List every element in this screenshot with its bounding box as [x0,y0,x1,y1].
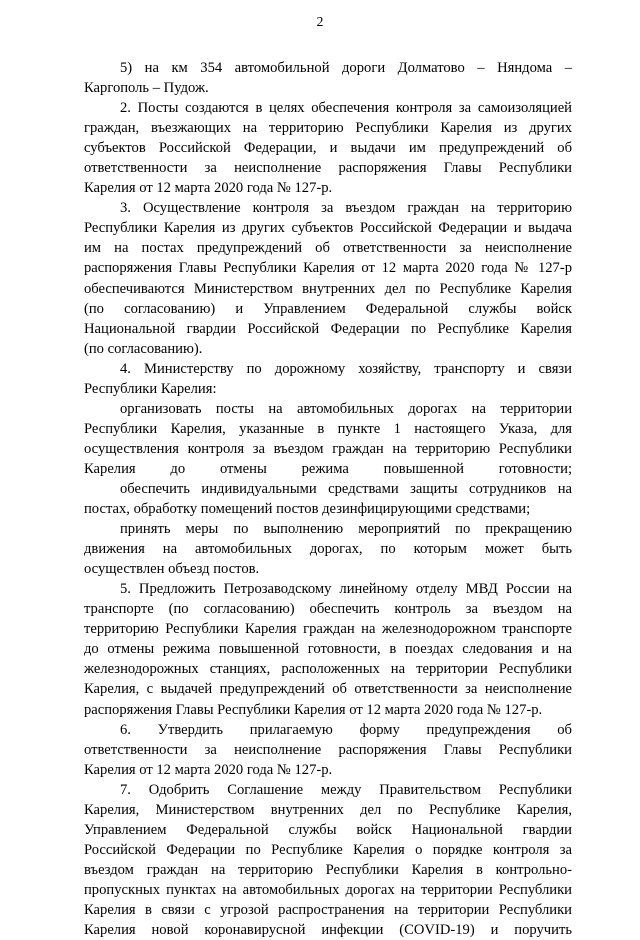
text-line: до отмены режима повышенной готовности, в поездах следования и на [84,641,572,658]
text-line: 3. Осуществление контроля за въездом граждан на территорию [120,200,572,217]
text-line: ответственности за неисполнение распоряжения Главы Республики [84,741,572,758]
text-line: осуществления контроля за въездом граждан на территорию Республики [84,440,572,457]
text-line: 5. Предложить Петрозаводскому линейному отделу МВД России на [120,581,572,598]
text-line: осуществлен объезд постов. [84,561,260,578]
page-number: 2 [316,14,324,29]
text-line: (по согласованию). [84,340,203,357]
text-line: Управлением Федеральной службы войск Национальной гвардии [84,821,572,838]
text-line: Карелия в связи с угрозой распространения на территории Республики [84,901,572,918]
text-line: Карелия, с выдачей предупреждений об ответственности за неисполнение [84,681,572,698]
text-line: 7. Одобрить Соглашение между Правительством Республики [120,781,572,798]
text-line: принять меры по выполнению мероприятий по прекращению [120,521,572,538]
text-line: организовать посты на автомобильных дорогах на территории [120,400,572,417]
text-line: Каргополь – Пудож. [84,80,209,97]
text-line: 2. Посты создаются в целях обеспечения контроля за самоизоляцией [120,100,572,117]
text-line: Карелия от 12 марта 2020 года № 127-р. [84,761,333,778]
text-line: субъектов Российской Федерации, и выдачи им предупреждений об [84,140,572,157]
text-line: 4. Министерству по дорожному хозяйству, транспорту и связи [120,360,572,377]
text-line: Национальной гвардии Российской Федерации по Республике Карелия [84,320,572,337]
text-line: ответственности за неисполнение распоряжения Главы Республики [84,160,572,177]
text-line: граждан, въезжающих на территорию Республики Карелия из других [84,120,572,137]
text-line: Республики Карелия, указанные в пункте 1 настоящего Указа, для [84,420,572,437]
text-line: 6. Утвердить прилагаемую форму предупреждения об [120,721,572,738]
text-line: Республики Карелия из других субъектов Российской Федерации и выдача [84,220,572,237]
text-line: Российской Федерации по Республике Карелия о порядке контроля за [84,841,572,858]
text-line: Карелия новой коронавирусной инфекции (COVID-19) и поручить [84,922,572,939]
text-line: движения на автомобильных дорогах, по которым может быть [84,541,572,558]
text-line: железнодорожных станциях, расположенных на территории Республики [84,661,572,678]
text-line: Республики Карелия: [84,380,217,397]
text-line: распоряжения Главы Республики Карелия от 12 марта 2020 года № 127-р [84,260,572,277]
text-line: 5) на км 354 автомобильной дороги Долматово – Няндома – [120,60,572,76]
text-line: (по согласованию) и Управлением Федеральной службы войск [84,300,572,317]
text-line: Карелия от 12 марта 2020 года № 127-р. [84,180,333,197]
text-line: постах, обработку помещений постов дезинфицирующими средствами; [84,501,531,518]
document-body [84,58,572,940]
text-line: Карелия, Министерством внутренних дел по Республике Карелия, [84,801,572,818]
text-line: им на постах предупреждений об ответственности за неисполнение [84,240,572,257]
text-line: распоряжения Главы Республики Карелия от 12 марта 2020 года № 127-р. [84,701,543,718]
text-line: транспорте (по согласованию) обеспечить контроль за въездом на [84,601,572,618]
text-line: территорию Республики Карелия граждан на железнодорожном транспорте [84,621,572,638]
text-line: обеспечиваются Министерством внутренних дел по Республике Карелия [84,280,572,297]
text-line: въездом граждан на территорию Республики Карелия в контрольно- [84,861,572,878]
text-line: пропускных пунктах на автомобильных дорогах на территории Республики [84,881,572,898]
text-line: обеспечить индивидуальными средствами защиты сотрудников на [120,480,572,497]
text-line: Карелия до отмены режима повышенной готовности; [84,460,572,477]
